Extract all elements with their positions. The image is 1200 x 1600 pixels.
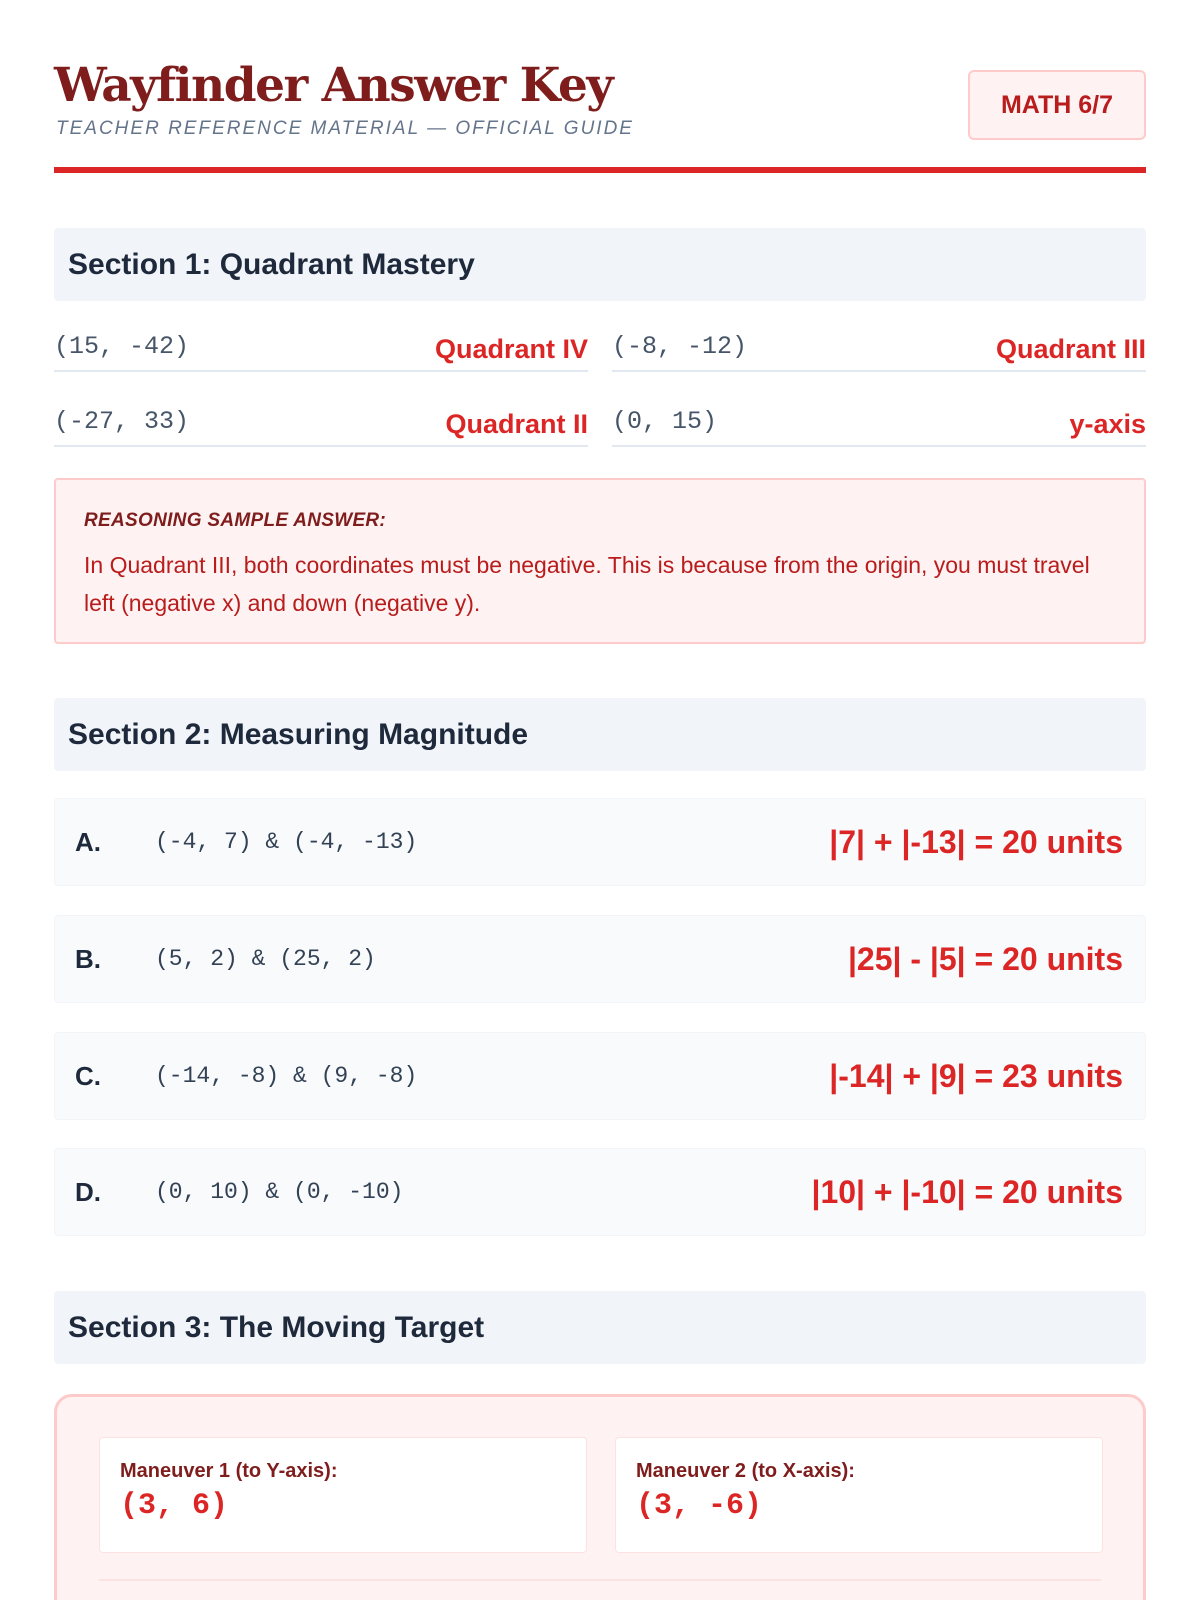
quadrant-answer: Quadrant III bbox=[995, 333, 1146, 364]
row-answer: |25| - |5| = 20 units bbox=[847, 940, 1123, 977]
row-coords: (0, 10) & (0, -10) bbox=[155, 1179, 404, 1205]
section-2-heading: Section 2: Measuring Magnitude bbox=[54, 698, 1146, 771]
row-letter: C. bbox=[75, 1060, 101, 1091]
quadrant-item bbox=[612, 322, 1146, 372]
maneuver-card bbox=[99, 1437, 587, 1553]
magnitude-row bbox=[54, 915, 1146, 1003]
row-coords: (5, 2) & (25, 2) bbox=[155, 946, 376, 972]
row-letter: B. bbox=[75, 943, 101, 974]
header bbox=[54, 0, 1146, 174]
header-divider bbox=[54, 167, 1146, 173]
quadrant-coords: (-8, -12) bbox=[612, 331, 748, 361]
maneuver-label: Maneuver 2 (to X-axis): bbox=[636, 1460, 855, 1482]
answer-key-page bbox=[54, 0, 1146, 1523]
maneuver-card bbox=[615, 1437, 1103, 1553]
magnitude-row bbox=[54, 1148, 1146, 1236]
row-coords: (-14, -8) & (9, -8) bbox=[155, 1063, 418, 1089]
reasoning-label: REASONING SAMPLE ANSWER: bbox=[84, 510, 387, 531]
section-1-heading: Section 1: Quadrant Mastery bbox=[54, 228, 1146, 301]
page-subtitle: TEACHER REFERENCE MATERIAL — OFFICIAL GUIDE bbox=[56, 118, 634, 139]
reasoning-callout bbox=[54, 478, 1146, 644]
quadrant-coords: (0, 15) bbox=[612, 406, 718, 436]
magnitude-row bbox=[54, 1032, 1146, 1120]
course-badge: MATH 6/7 bbox=[968, 70, 1146, 140]
maneuver-value: (3, 6) bbox=[120, 1489, 229, 1523]
quadrant-coords: (15, -42) bbox=[54, 331, 190, 361]
quadrant-item bbox=[54, 322, 588, 372]
maneuver-value: (3, -6) bbox=[636, 1489, 763, 1523]
magnitude-row bbox=[54, 798, 1146, 886]
row-letter: D. bbox=[75, 1176, 101, 1207]
quadrant-answer: Quadrant IV bbox=[434, 333, 588, 364]
moving-target-box bbox=[54, 1394, 1146, 1600]
row-letter: A. bbox=[75, 826, 101, 857]
row-coords: (-4, 7) & (-4, -13) bbox=[155, 829, 418, 855]
row-answer: |7| + |-13| = 20 units bbox=[829, 823, 1123, 860]
section-3-heading: Section 3: The Moving Target bbox=[54, 1291, 1146, 1364]
reasoning-text: In Quadrant III, both coordinates must be negative. This is because from the origin, you must travel left (negative x) and down (negative y). bbox=[84, 552, 1090, 616]
quadrant-item bbox=[612, 397, 1146, 447]
box-divider bbox=[99, 1579, 1101, 1581]
page-title: Wayfinder Answer Key bbox=[54, 58, 613, 113]
maneuver-label: Maneuver 1 (to Y-axis): bbox=[120, 1460, 338, 1482]
row-answer: |-14| + |9| = 23 units bbox=[829, 1057, 1123, 1094]
quadrant-answer: Quadrant II bbox=[445, 408, 588, 439]
quadrant-answer: y-axis bbox=[1069, 408, 1146, 439]
quadrant-item bbox=[54, 397, 588, 447]
row-answer: |10| + |-10| = 20 units bbox=[811, 1173, 1123, 1210]
quadrant-coords: (-27, 33) bbox=[54, 406, 190, 436]
